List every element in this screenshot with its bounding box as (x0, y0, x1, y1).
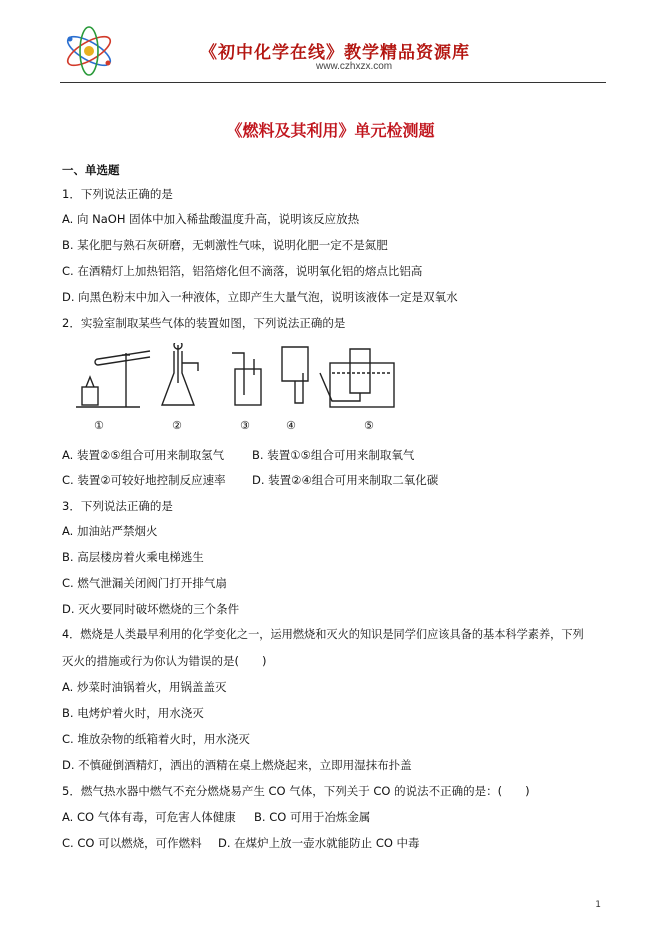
question-2-option-b: B. 装置①⑤组合可用来制取氧气 (252, 448, 415, 462)
question-2-option-d: D. 装置②④组合可用来制取二氧化碳 (252, 473, 439, 487)
question-3-stem: 3．下列说法正确的是 (62, 499, 173, 513)
document-title: 《燃料及其利用》单元检测题 (226, 121, 435, 140)
question-4-option-c: C. 堆放杂物的纸箱着火时，用水浇灭 (62, 732, 250, 746)
question-4-option-a: A. 炒菜时油锅着火，用锅盖盖灭 (62, 680, 227, 694)
atom-logo-icon (60, 22, 118, 80)
figure-label-4: ④ (286, 419, 296, 432)
figure-label-1: ① (94, 419, 104, 432)
question-1-option-b: B. 某化肥与熟石灰研磨，无刺激性气味，说明化肥一定不是氮肥 (62, 238, 388, 252)
apparatus-figure (70, 343, 400, 435)
question-5-option-b: B. CO 可用于冶炼金属 (254, 810, 371, 824)
banner-title: 《初中化学在线》教学精品资源库 (200, 43, 470, 63)
section-heading: 一、单选题 (62, 163, 120, 177)
question-1-option-a: A. 向 NaOH 固体中加入稀盐酸温度升高，说明该反应放热 (62, 212, 360, 226)
page-number: 1 (595, 900, 601, 910)
figure-label-2: ② (172, 419, 182, 432)
question-2-option-c: C. 装置②可较好地控制反应速率 (62, 473, 226, 487)
question-2-option-a: A. 装置②⑤组合可用来制取氢气 (62, 448, 225, 462)
question-3-option-c: C. 燃气泄漏关闭阀门打开排气扇 (62, 576, 227, 590)
question-5-option-d: D. 在煤炉上放一壶水就能防止 CO 中毒 (218, 836, 420, 850)
question-1-option-d: D. 向黑色粉末中加入一种液体，立即产生大量气泡，说明该液体一定是双氧水 (62, 290, 458, 304)
question-4-option-b: B. 电烤炉着火时，用水浇灭 (62, 706, 204, 720)
figure-label-5: ⑤ (364, 419, 374, 432)
question-3-option-b: B. 高层楼房着火乘电梯逃生 (62, 550, 204, 564)
question-1-stem: 1．下列说法正确的是 (62, 187, 173, 201)
question-5-option-a: A. CO 气体有毒，可危害人体健康 (62, 810, 236, 824)
header-divider (60, 82, 606, 83)
question-2-stem: 2．实验室制取某些气体的装置如图，下列说法正确的是 (62, 316, 346, 330)
question-4-stem-line-1: 4．燃烧是人类最早利用的化学变化之一，运用燃烧和灭火的知识是同学们应该具备的基本科学素养，下列 (62, 628, 584, 641)
lab-apparatus-illustration (70, 343, 400, 419)
question-3-option-d: D. 灭火要同时破坏燃烧的三个条件 (62, 602, 240, 616)
banner-url: www.czhxzx.com (316, 61, 393, 72)
figure-label-3: ③ (240, 419, 250, 432)
question-5-option-c: C. CO 可以燃烧，可作燃料 (62, 836, 202, 850)
question-1-option-c: C. 在酒精灯上加热铝箔，铝箔熔化但不滴落，说明氧化铝的熔点比铝高 (62, 264, 423, 278)
question-3-option-a: A. 加油站严禁烟火 (62, 524, 158, 538)
question-5-stem: 5．燃气热水器中燃气不充分燃烧易产生 CO 气体，下列关于 CO 的说法不正确的是：( ) (62, 784, 530, 798)
question-4-stem-line-2: 灭火的措施或行为你认为错误的是( ) (62, 654, 267, 668)
resource-banner (60, 22, 606, 84)
question-4-option-d: D. 不慎碰倒酒精灯，洒出的酒精在桌上燃烧起来，立即用湿抹布扑盖 (62, 758, 412, 772)
